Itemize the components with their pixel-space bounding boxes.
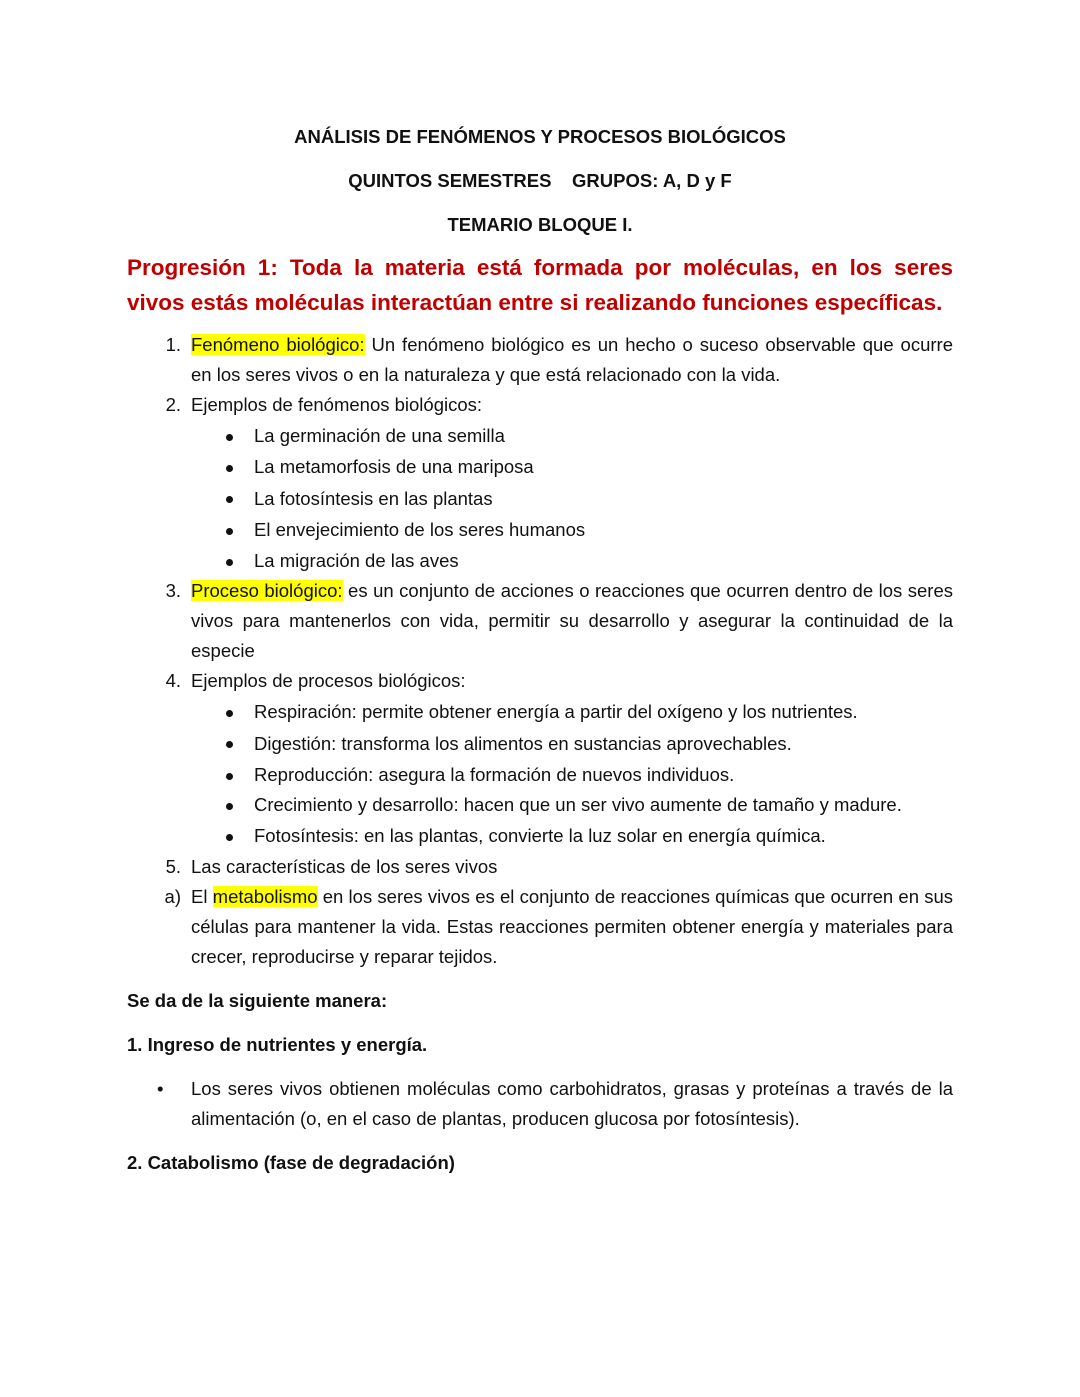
subtitle-groups: QUINTOS SEMESTRES GRUPOS: A, D y F	[348, 170, 732, 191]
item-number: 3.	[165, 580, 181, 602]
bullet-icon	[222, 728, 254, 759]
step-heading: 1. Ingreso de nutrientes y energía.	[127, 1033, 428, 1055]
step-heading: 2. Catabolismo (fase de degradación)	[127, 1151, 455, 1173]
item-prefix: El	[191, 885, 213, 907]
bullet-text: Los seres vivos obtienen moléculas como carbohidratos, grasas y proteínas a través de la alimentación (o, en el caso de plantas, producen glucosa por fotosíntesis).	[191, 1077, 953, 1129]
bullet-text: La fotosíntesis en las plantas	[254, 487, 493, 509]
bullet-item	[127, 545, 953, 576]
subtitle-block: TEMARIO BLOQUE I.	[447, 214, 633, 235]
bullet-text: Respiración: permite obtener energía a partir del oxígeno y los nutrientes.	[254, 701, 858, 723]
bullet-item	[127, 451, 953, 482]
item-text: es un conjunto de acciones o reacciones que ocurren dentro de los seres vivos para mantenerlos con vida, permitir su desarrollo y asegurar la continuidad de la especie	[191, 580, 954, 662]
item-number: 5.	[165, 855, 181, 877]
item-text: Ejemplos de fenómenos biológicos:	[191, 394, 483, 415]
item-number: 4.	[165, 670, 181, 692]
bullet-text: Fotosíntesis: en las plantas, convierte la luz solar en energía química.	[254, 825, 826, 847]
item-text: Ejemplos de procesos biológicos:	[191, 670, 466, 692]
bullet-item	[127, 696, 953, 727]
bullet-item	[127, 728, 953, 759]
item-number: a)	[164, 885, 181, 907]
bullet-text: Digestión: transforma los alimentos en sustancias aprovechables.	[254, 732, 792, 754]
list-item	[127, 852, 953, 882]
item-number: 2.	[165, 394, 181, 415]
item-text: Un fenómeno biológico es un hecho o suceso observable que ocurre en los seres vivos o en la naturaleza y que está relacionado con la vida.	[191, 334, 953, 385]
bullet-icon	[222, 483, 254, 514]
list-item	[127, 882, 953, 972]
highlight-term: Fenómeno biológico:	[191, 334, 365, 355]
bullet-text: La metamorfosis de una mariposa	[254, 456, 534, 478]
bullet-text: La germinación de una semilla	[254, 425, 505, 446]
document-content	[127, 126, 953, 1192]
title: ANÁLISIS DE FENÓMENOS Y PROCESOS BIOLÓGICOS	[294, 126, 786, 147]
list-item	[127, 666, 953, 696]
bullet-item	[127, 483, 953, 514]
bullet-icon	[222, 514, 254, 545]
bullet-item	[127, 759, 953, 790]
bullet-icon	[222, 420, 254, 451]
bullet-item	[127, 420, 953, 451]
bullet-icon: •	[157, 1077, 164, 1099]
bullet-icon	[222, 696, 254, 727]
bullet-text: Crecimiento y desarrollo: hacen que un ser vivo aumente de tamaño y madure.	[254, 794, 902, 816]
bullet-item	[127, 790, 953, 820]
bullet-text: Reproducción: asegura la formación de nuevos individuos.	[254, 764, 735, 786]
list-item	[127, 330, 953, 390]
bullet-item	[127, 514, 953, 545]
bullet-icon	[222, 759, 254, 790]
bullet-icon	[222, 790, 254, 820]
item-number: 1.	[165, 334, 181, 355]
list-item	[127, 576, 953, 666]
bullet-icon	[222, 451, 254, 482]
item-text: Las características de los seres vivos	[191, 855, 498, 877]
progression-heading: Progresión 1: Toda la materia está formada por moléculas, en los seres vivos estás moléculas interactúan entre si realizando funciones específicas.	[127, 255, 953, 315]
bullet-icon	[222, 820, 254, 851]
highlight-term: metabolismo	[212, 885, 318, 907]
bullet-text: El envejecimiento de los seres humanos	[254, 518, 586, 540]
bullet-item	[127, 1074, 953, 1134]
item-text: en los seres vivos es el conjunto de reacciones químicas que ocurren en sus células para mantener la vida. Estas reacciones permiten obtener energía y materiales para crecer, reproducirse y reparar tejidos.	[191, 885, 954, 967]
bullet-text: La migración de las aves	[254, 550, 459, 572]
bullet-icon	[222, 545, 254, 576]
highlight-term: Proceso biológico:	[191, 580, 343, 602]
bullet-item	[127, 820, 953, 851]
section-heading: Se da de la siguiente manera:	[127, 989, 388, 1011]
list-item	[127, 390, 953, 420]
